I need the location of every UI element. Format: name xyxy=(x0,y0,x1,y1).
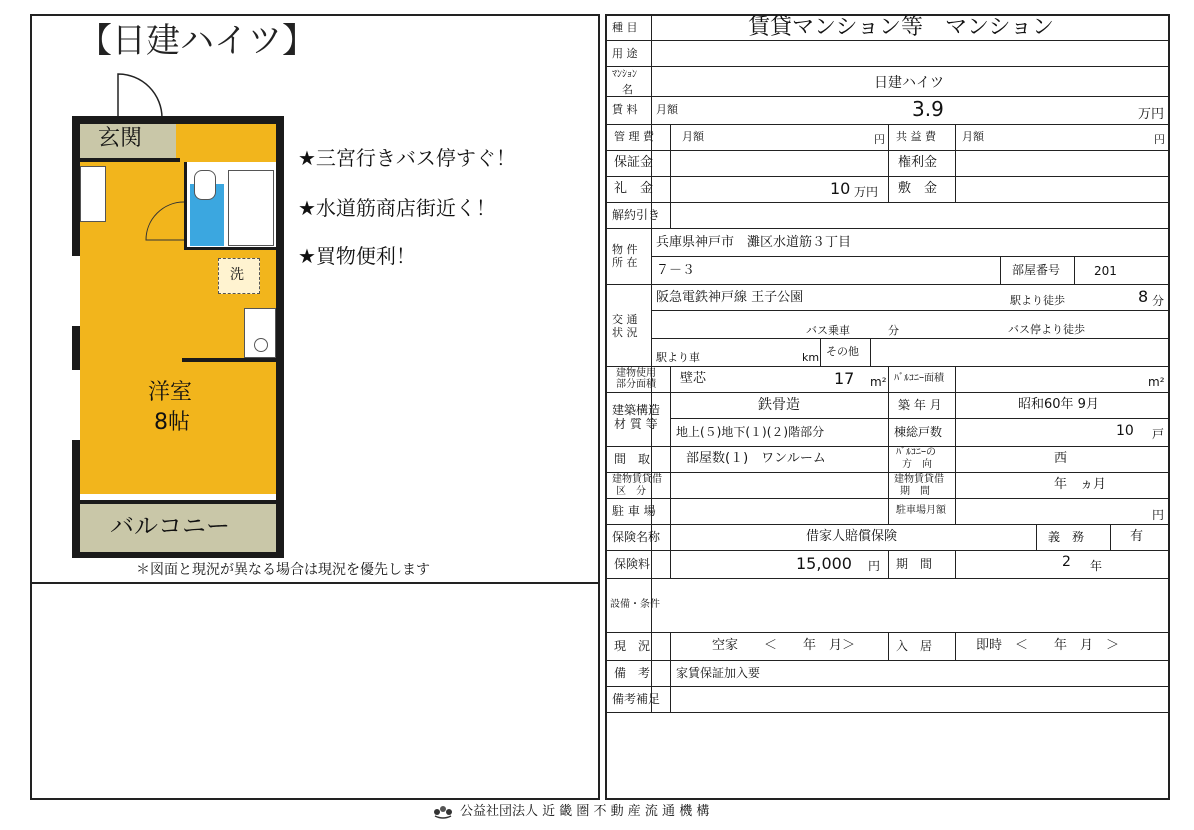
parking-label: 駐 車 場 xyxy=(612,504,656,518)
premium-label: 保険料 xyxy=(614,557,651,571)
balcony-dir-label-top: ﾊﾞﾙｺﾆｰの xyxy=(896,447,936,458)
layout-label: 間 取 xyxy=(614,452,651,466)
cancel-label: 解約引き xyxy=(612,208,661,222)
period-label: 期 間 xyxy=(896,557,933,571)
units-label: 棟総戸数 xyxy=(894,425,943,439)
entrance-label: 玄関 xyxy=(98,126,143,151)
rent-value: 3.9 xyxy=(912,97,944,121)
bathtub-icon xyxy=(228,170,274,246)
rent-prefix: 月額 xyxy=(656,103,678,116)
premium-unit: 円 xyxy=(868,559,881,573)
lease-type-label-bottom: 区 分 xyxy=(616,486,646,497)
common-fee-prefix: 月額 xyxy=(962,130,984,143)
movein-value: 即時 ＜ 年 月 ＞ xyxy=(976,638,1120,653)
common-fee-label: 共 益 費 xyxy=(896,130,936,143)
location-label-bottom: 所 在 xyxy=(612,256,638,269)
floors-value: 地上(５)地下(１)(２)階部分 xyxy=(676,425,825,439)
premium-value: 15,000 xyxy=(796,554,852,573)
deposit-label: 保証金 xyxy=(614,155,654,170)
units-value: 10 xyxy=(1116,423,1134,439)
transport-label-top: 交 通 xyxy=(612,313,638,326)
property-title: 【日建ハイツ】 xyxy=(78,21,316,61)
area-unit: m² xyxy=(870,375,887,389)
room-size-label: 8帖 xyxy=(154,410,190,435)
counter-left xyxy=(80,166,106,222)
balcony-label: バルコニー xyxy=(110,512,230,540)
area-label-bottom: 部分面積 xyxy=(616,379,656,390)
bus-walk-label: バス停より徒歩 xyxy=(1008,323,1085,336)
period-unit: 年 xyxy=(1090,559,1103,573)
type-label: 種 目 xyxy=(612,21,638,34)
reikin-value: 10 xyxy=(830,179,851,198)
type-value: 賃貸マンション等 マンション xyxy=(748,15,1055,40)
reikin-label: 礼 金 xyxy=(614,181,654,196)
laundry-label: 洗 xyxy=(230,267,244,283)
other-label: その他 xyxy=(826,345,859,358)
lease-term-label-top: 建物賃貸借 xyxy=(894,474,944,485)
rent-label: 賃 料 xyxy=(612,103,638,116)
remarks-label: 備 考 xyxy=(614,666,651,680)
location-line2: ７－３ xyxy=(656,263,696,278)
remarks-value: 家賃保証加入要 xyxy=(676,666,761,680)
insurance-value: 借家人賠償保険 xyxy=(806,529,898,544)
walk-label: 駅より徒歩 xyxy=(1010,294,1065,307)
area-type: 壁芯 xyxy=(680,371,707,386)
common-fee-unit: 円 xyxy=(1154,133,1165,146)
shikikin-label: 敷 金 xyxy=(898,181,938,196)
facilities-label: 設備・条件 xyxy=(610,599,660,610)
balcony-dir-value: 西 xyxy=(1054,451,1068,466)
balcony-area-unit: m² xyxy=(1148,375,1165,389)
feature-shopping: ★買物便利！ xyxy=(298,244,416,268)
car-label: 駅より車 xyxy=(656,351,700,364)
feature-bus-stop: ★三宮行きバス停すぐ！ xyxy=(298,146,516,170)
entrance-wall xyxy=(80,158,180,162)
building-name: 日建ハイツ xyxy=(874,75,944,91)
lease-term-label-bottom: 期 間 xyxy=(900,486,930,497)
parking-fee-unit: 円 xyxy=(1152,508,1165,522)
car-unit: km xyxy=(802,351,820,364)
name-label-bottom: 名 xyxy=(622,83,633,96)
transport-label-bottom: 状 況 xyxy=(612,326,638,339)
feature-shopping-street: ★水道筋商店街近く！ xyxy=(298,196,496,220)
balcony-area-label: ﾊﾞﾙｺﾆｰ面積 xyxy=(894,373,944,384)
insurance-label: 保険名称 xyxy=(612,530,661,544)
status-label: 現 況 xyxy=(614,639,651,653)
door-swing-icon xyxy=(112,70,172,120)
rent-unit: 万円 xyxy=(1138,107,1165,122)
key-money-label: 権利金 xyxy=(898,155,938,170)
use-label: 用 途 xyxy=(612,47,638,60)
period-value: 2 xyxy=(1062,554,1071,570)
panel-divider xyxy=(31,582,599,584)
movein-label: 入 居 xyxy=(896,639,933,653)
org-logo-icon xyxy=(432,804,454,820)
window-left-upper xyxy=(72,256,80,326)
obligation-label: 義 務 xyxy=(1048,530,1085,544)
location-label-top: 物 件 xyxy=(612,243,638,256)
obligation-value: 有 xyxy=(1130,529,1144,544)
toilet-icon xyxy=(194,170,216,200)
mgmt-fee-label: 管 理 費 xyxy=(614,130,654,143)
lease-type-label-top: 建物賃貸借 xyxy=(612,474,662,485)
location-line1: 兵庫県神戸市 灘区水道筋３丁目 xyxy=(656,235,852,250)
balcony-dir-label-bottom: 方 向 xyxy=(902,459,932,470)
structure-label-top: 建築構造 xyxy=(612,403,661,417)
layout-value: 部屋数(１) ワンルーム xyxy=(686,451,826,466)
mgmt-fee-unit: 円 xyxy=(874,133,885,146)
remarks-supp-label: 備考補足 xyxy=(612,692,661,706)
name-label-top: ﾏﾝｼｮﾝ xyxy=(612,69,637,80)
station-name: 阪急電鉄神戸線 王子公園 xyxy=(656,290,804,305)
status-value: 空家 ＜ 年 月＞ xyxy=(712,638,856,653)
disclaimer-note: ＊図面と現況が異なる場合は現況を優先します xyxy=(136,562,430,578)
structure-label-bottom: 材 質 等 xyxy=(614,417,658,431)
structure-value: 鉄骨造 xyxy=(758,397,800,413)
area-value: 17 xyxy=(834,369,855,388)
footer-org: 公益社団法人 近 畿 圏 不 動 産 流 通 機 構 xyxy=(460,804,710,819)
lease-term-value: 年 ヵ月 xyxy=(1054,477,1107,492)
mgmt-fee-prefix: 月額 xyxy=(682,130,704,143)
bath-door-icon xyxy=(142,200,186,244)
bus-label: バス乗車 xyxy=(806,324,850,337)
window-left-lower xyxy=(72,370,80,440)
balcony-window xyxy=(80,494,276,500)
walk-unit: 分 xyxy=(1152,294,1165,308)
floorplan xyxy=(72,70,284,558)
room-no-value: 201 xyxy=(1094,264,1117,278)
walk-value: 8 xyxy=(1138,287,1149,306)
built-label: 築 年 月 xyxy=(898,398,942,412)
built-value: 昭和60年 9月 xyxy=(1018,397,1099,412)
room-partition xyxy=(182,358,276,362)
reikin-unit: 万円 xyxy=(854,185,879,199)
room-name-label: 洋室 xyxy=(148,380,193,405)
bus-unit: 分 xyxy=(888,324,899,337)
parking-fee-label: 駐車場月額 xyxy=(896,505,946,516)
units-unit: 戸 xyxy=(1152,427,1165,441)
area-label-top: 建物使用 xyxy=(616,368,656,379)
stove-icon xyxy=(254,338,268,352)
room-no-label: 部屋番号 xyxy=(1012,263,1061,277)
